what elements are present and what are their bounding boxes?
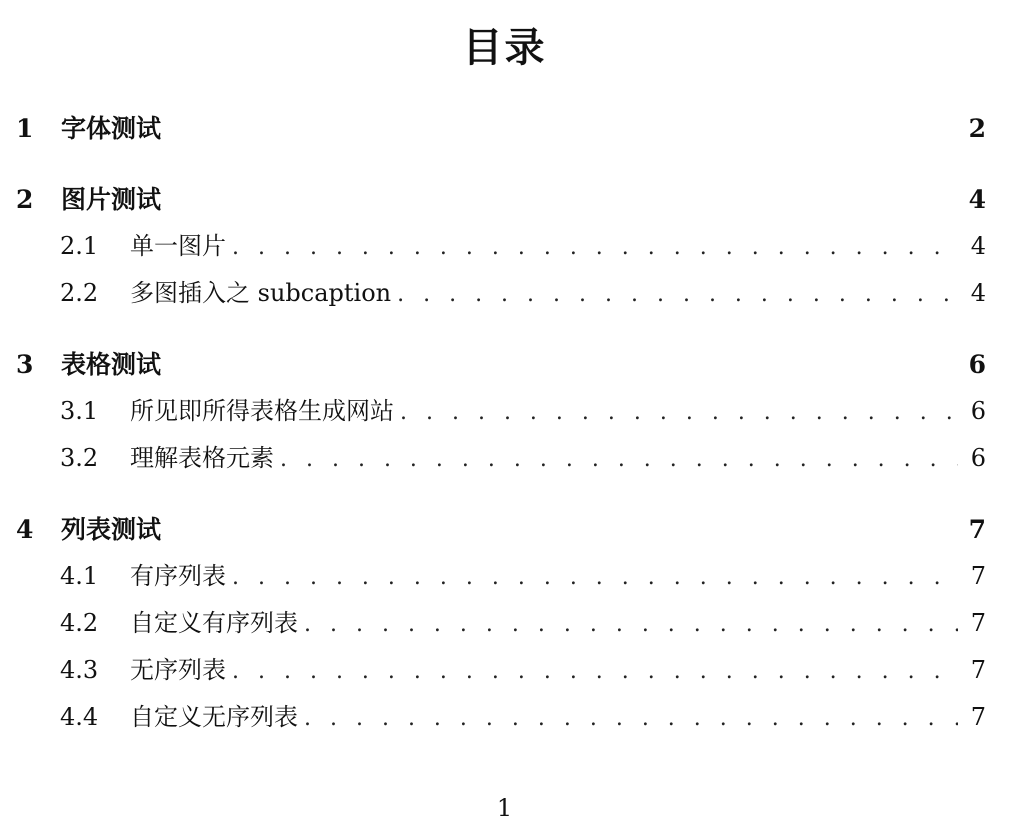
subsection-title: 有序列表 [130, 562, 226, 590]
toc-subsection-4-2[interactable] [16, 600, 986, 647]
section-number: 1 [16, 114, 34, 143]
table-of-contents [16, 105, 986, 741]
subsection-title: 理解表格元素 [130, 444, 274, 472]
section-title: 图片测试 [61, 185, 162, 214]
section-title: 表格测试 [61, 350, 162, 379]
dot-leader [280, 435, 958, 483]
subsection-page-number: 7 [970, 656, 986, 684]
toc-subsection-3-1[interactable] [16, 388, 986, 435]
section-title: 字体测试 [61, 114, 162, 143]
subsection-title: 多图插入之 subcaption [130, 279, 392, 307]
dot-leader [232, 223, 958, 271]
dot-leader [304, 694, 958, 742]
subsection-title: 所见即所得表格生成网站 [130, 397, 394, 425]
subsection-number: 4.1 [60, 562, 99, 590]
dot-leader [400, 388, 958, 436]
section-page-number: 4 [968, 185, 986, 214]
subsection-title: 自定义有序列表 [130, 609, 298, 637]
subsection-number: 2.1 [60, 232, 99, 260]
toc-subsection-4-1[interactable] [16, 553, 986, 600]
page-title: 目录 [462, 24, 547, 71]
subsection-title: 单一图片 [130, 232, 226, 260]
dot-leader [397, 270, 958, 318]
toc-subsection-2-1[interactable] [16, 223, 986, 270]
subsection-page-number: 4 [970, 279, 986, 307]
subsection-number: 4.3 [60, 656, 99, 684]
section-gap [16, 152, 986, 176]
subsection-number: 4.2 [60, 609, 99, 637]
subsection-number: 4.4 [60, 703, 99, 731]
dot-leader [232, 553, 958, 601]
subsection-title: 自定义无序列表 [130, 703, 298, 731]
footer-page-number: 1 [496, 794, 513, 822]
section-page-number: 2 [968, 114, 986, 143]
subsection-number: 3.1 [60, 397, 99, 425]
section-page-number: 6 [968, 350, 986, 379]
section-gap [16, 317, 986, 341]
subsection-page-number: 7 [970, 609, 986, 637]
toc-subsection-3-2[interactable] [16, 435, 986, 482]
section-gap [16, 482, 986, 506]
toc-section-3[interactable] [16, 341, 986, 388]
section-number: 3 [16, 350, 34, 379]
subsection-title: 无序列表 [130, 656, 226, 684]
toc-subsection-2-2[interactable] [16, 270, 986, 317]
section-number: 2 [16, 185, 34, 214]
toc-section-1[interactable] [16, 105, 986, 152]
section-page-number: 7 [968, 515, 986, 544]
subsection-page-number: 4 [970, 232, 986, 260]
section-number: 4 [16, 515, 34, 544]
subsection-number: 3.2 [60, 444, 99, 472]
subsection-page-number: 7 [970, 703, 986, 731]
subsection-page-number: 6 [970, 397, 986, 425]
toc-section-4[interactable] [16, 506, 986, 553]
toc-subsection-4-4[interactable] [16, 694, 986, 741]
toc-section-2[interactable] [16, 176, 986, 223]
subsection-number: 2.2 [60, 279, 99, 307]
subsection-page-number: 6 [970, 444, 986, 472]
toc-subsection-4-3[interactable] [16, 647, 986, 694]
subsection-page-number: 7 [970, 562, 986, 590]
dot-leader [304, 600, 958, 648]
section-title: 列表测试 [61, 515, 162, 544]
dot-leader [232, 647, 958, 695]
